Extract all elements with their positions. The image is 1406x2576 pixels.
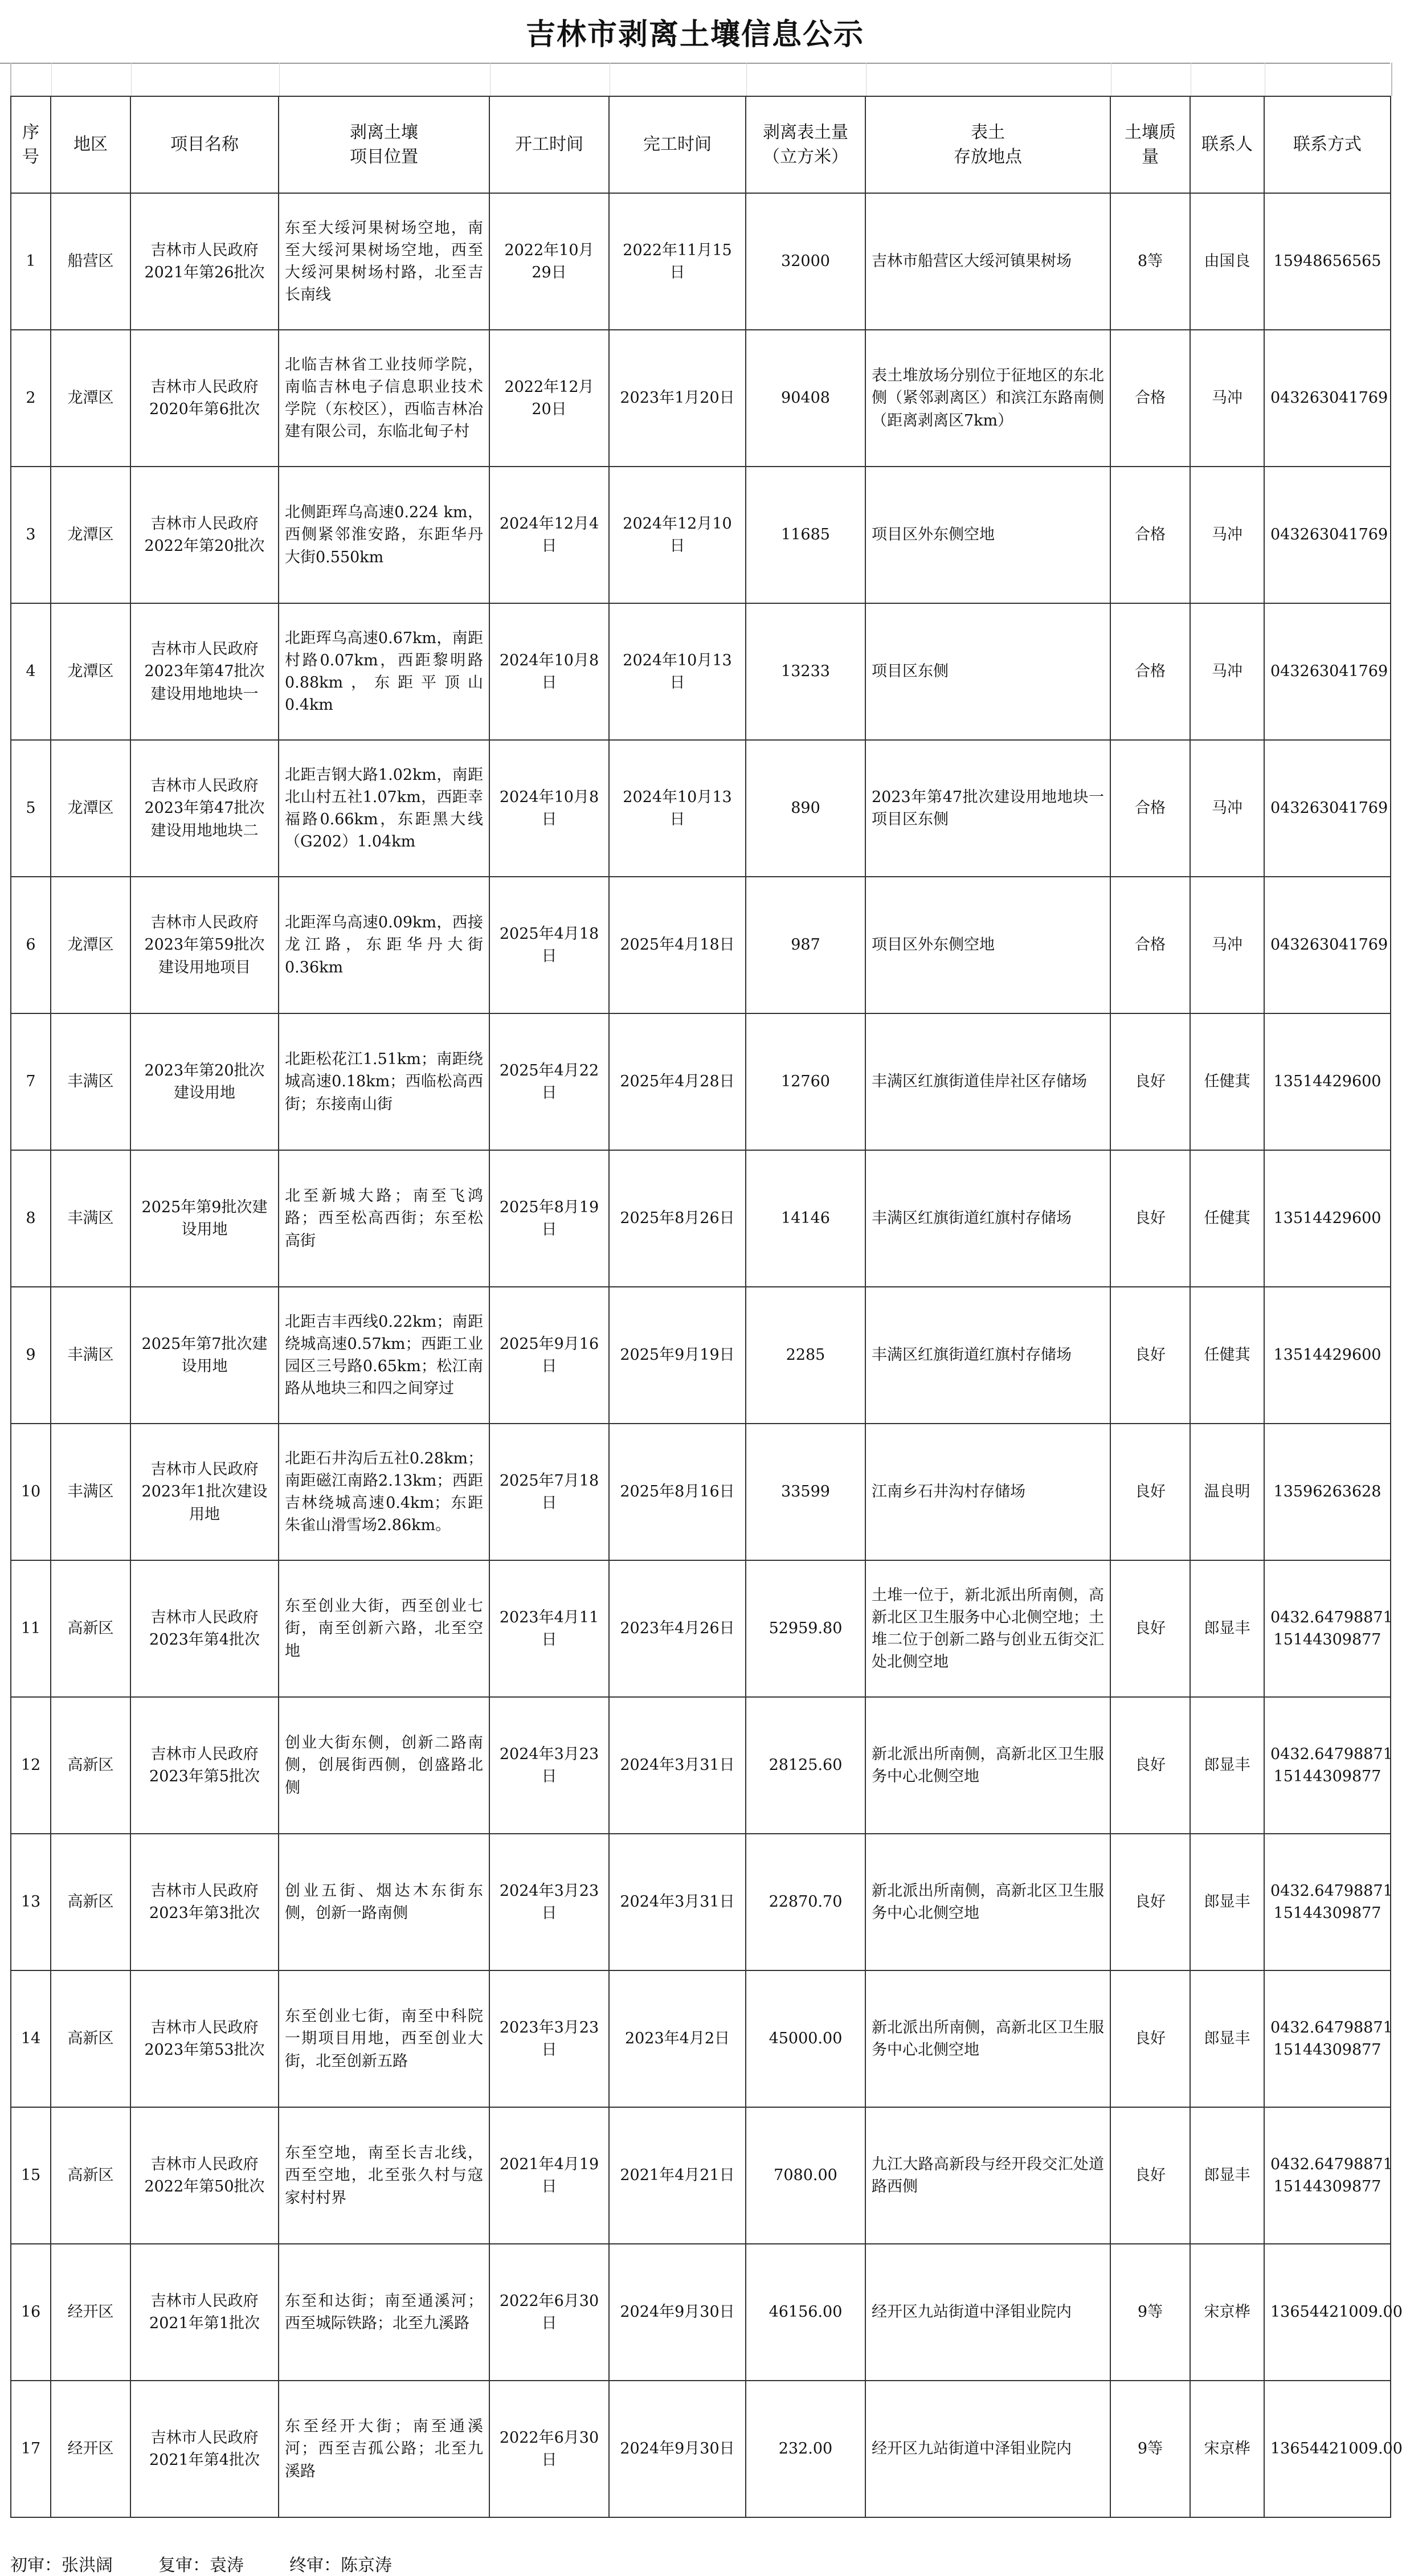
cell-storage: 经开区九站街道中泽钼业院内 bbox=[865, 2244, 1110, 2381]
cell-phone: 0432.64798871 15144309877 bbox=[1264, 2107, 1391, 2244]
cell-location: 北距吉钢大路1.02km，南距北山村五社1.07km，西距幸福路0.66km，东距黑大线（G202）1.04km bbox=[279, 740, 489, 877]
table-body bbox=[11, 193, 1403, 2517]
header-contact: 联系人 bbox=[1190, 96, 1264, 193]
cell-start: 2022年10月29日 bbox=[489, 193, 609, 330]
cell-region: 高新区 bbox=[51, 1970, 130, 2107]
cell-volume: 14146 bbox=[746, 1150, 865, 1287]
cell-start: 2022年12月20日 bbox=[489, 330, 609, 467]
cell-end: 2023年4月26日 bbox=[609, 1560, 746, 1697]
first-review bbox=[10, 2551, 113, 2576]
cell-volume: 33599 bbox=[746, 1424, 865, 1560]
header-location: 剥离土壤 项目位置 bbox=[279, 96, 489, 193]
cell-phone: 043263041769 bbox=[1264, 740, 1391, 877]
cell-quality: 良好 bbox=[1110, 1150, 1190, 1287]
cell-contact: 温良明 bbox=[1190, 1424, 1264, 1560]
cell-contact: 宋京桦 bbox=[1190, 2244, 1264, 2381]
cell-storage: 2023年第47批次建设用地地块一项目区东侧 bbox=[865, 740, 1110, 877]
cell-phone: 0432.64798871 15144309877 bbox=[1264, 1560, 1391, 1697]
cell-phone: 043263041769 bbox=[1264, 330, 1391, 467]
cell-end: 2021年4月21日 bbox=[609, 2107, 746, 2244]
cell-end: 2025年4月28日 bbox=[609, 1013, 746, 1150]
cell-end: 2024年10月13日 bbox=[609, 740, 746, 877]
cell-storage: 表土堆放场分别位于征地区的东北侧（紧邻剥离区）和滨江东路南侧（距离剥离区7km） bbox=[865, 330, 1110, 467]
cell-storage: 项目区外东侧空地 bbox=[865, 877, 1110, 1013]
cell-volume: 12760 bbox=[746, 1013, 865, 1150]
cell-phone: 043263041769 bbox=[1264, 467, 1391, 603]
table-row bbox=[11, 1697, 1391, 1834]
cell-region: 丰满区 bbox=[51, 1424, 130, 1560]
cell-end: 2025年8月26日 bbox=[609, 1150, 746, 1287]
cell-project: 吉林市人民政府2023年第5批次 bbox=[130, 1697, 279, 1834]
cell-contact: 由国良 bbox=[1190, 193, 1264, 330]
table-row bbox=[11, 1013, 1391, 1150]
cell-storage: 新北派出所南侧，高新北区卫生服务中心北侧空地 bbox=[865, 1970, 1110, 2107]
cell-location: 北至新城大路；南至飞鸿路；西至松高西街；东至松高街 bbox=[279, 1150, 489, 1287]
cell-contact: 马冲 bbox=[1190, 603, 1264, 740]
cell-storage: 吉林市船营区大绥河镇果树场 bbox=[865, 193, 1110, 330]
soil-info-table bbox=[10, 96, 1403, 2518]
cell-location: 北距石井沟后五社0.28km；南距磁江南路2.13km；西距吉林绕城高速0.4km；东距朱雀山滑雪场2.86km。 bbox=[279, 1424, 489, 1560]
cell-no: 8 bbox=[11, 1150, 51, 1287]
cell-location: 东至经开大街；南至通溪河；西至吉孤公路；北至九溪路 bbox=[279, 2381, 489, 2517]
cell-region: 丰满区 bbox=[51, 1150, 130, 1287]
cell-end: 2024年10月13日 bbox=[609, 603, 746, 740]
cell-quality: 良好 bbox=[1110, 1013, 1190, 1150]
header-end: 完工时间 bbox=[609, 96, 746, 193]
cell-end: 2024年12月10日 bbox=[609, 467, 746, 603]
cell-no: 6 bbox=[11, 877, 51, 1013]
cell-storage: 项目区外东侧空地 bbox=[865, 467, 1110, 603]
cell-contact: 郎显丰 bbox=[1190, 2107, 1264, 2244]
cell-location: 东至创业七街，南至中科院一期项目用地，西至创业大街，北至创新五路 bbox=[279, 1970, 489, 2107]
review-footer bbox=[10, 2551, 392, 2576]
cell-no: 5 bbox=[11, 740, 51, 877]
cell-volume: 22870.70 bbox=[746, 1834, 865, 1970]
cell-storage: 经开区九站街道中泽钼业院内 bbox=[865, 2381, 1110, 2517]
cell-volume: 2285 bbox=[746, 1287, 865, 1424]
cell-region: 丰满区 bbox=[51, 1013, 130, 1150]
cell-start: 2025年8月19日 bbox=[489, 1150, 609, 1287]
cell-location: 创业五街、烟达木东街东侧，创新一路南侧 bbox=[279, 1834, 489, 1970]
cell-start: 2024年3月23日 bbox=[489, 1834, 609, 1970]
table-row bbox=[11, 193, 1391, 330]
final-reviewer-name: 陈京涛 bbox=[341, 2555, 392, 2575]
cell-phone: 13514429600 bbox=[1264, 1287, 1391, 1424]
cell-start: 2025年7月18日 bbox=[489, 1424, 609, 1560]
cell-region: 龙潭区 bbox=[51, 330, 130, 467]
cell-project: 2025年第9批次建设用地 bbox=[130, 1150, 279, 1287]
table-row bbox=[11, 1424, 1391, 1560]
cell-project: 吉林市人民政府2022年第50批次 bbox=[130, 2107, 279, 2244]
cell-start: 2024年3月23日 bbox=[489, 1697, 609, 1834]
cell-volume: 7080.00 bbox=[746, 2107, 865, 2244]
final-review bbox=[289, 2551, 392, 2576]
cell-quality: 良好 bbox=[1110, 1834, 1190, 1970]
cell-quality: 合格 bbox=[1110, 330, 1190, 467]
cell-contact: 宋京桦 bbox=[1190, 2381, 1264, 2517]
cell-end: 2024年3月31日 bbox=[609, 1834, 746, 1970]
first-reviewer-name: 张洪阔 bbox=[62, 2555, 113, 2575]
cell-quality: 合格 bbox=[1110, 467, 1190, 603]
cell-no: 16 bbox=[11, 2244, 51, 2381]
cell-phone: 0432.64798871 15144309877 bbox=[1264, 1697, 1391, 1834]
cell-no: 17 bbox=[11, 2381, 51, 2517]
cell-start: 2023年3月23日 bbox=[489, 1970, 609, 2107]
cell-no: 12 bbox=[11, 1697, 51, 1834]
table-row bbox=[11, 2107, 1391, 2244]
cell-quality: 良好 bbox=[1110, 1970, 1190, 2107]
header-start: 开工时间 bbox=[489, 96, 609, 193]
cell-phone: 043263041769 bbox=[1264, 603, 1391, 740]
cell-storage: 九江大路高新段与经开段交汇处道路西侧 bbox=[865, 2107, 1110, 2244]
table-row bbox=[11, 1150, 1391, 1287]
cell-quality: 合格 bbox=[1110, 877, 1190, 1013]
cell-volume: 232.00 bbox=[746, 2381, 865, 2517]
table-row bbox=[11, 877, 1391, 1013]
table-row bbox=[11, 740, 1391, 877]
cell-project: 吉林市人民政府2021年第26批次 bbox=[130, 193, 279, 330]
cell-volume: 11685 bbox=[746, 467, 865, 603]
cell-phone: 13596263628 bbox=[1264, 1424, 1391, 1560]
cell-phone: 13654421009.00 bbox=[1264, 2244, 1391, 2381]
cell-no: 15 bbox=[11, 2107, 51, 2244]
cell-start: 2021年4月19日 bbox=[489, 2107, 609, 2244]
cell-project: 吉林市人民政府2023年第4批次 bbox=[130, 1560, 279, 1697]
cell-location: 北临吉林省工业技师学院，南临吉林电子信息职业技术学院（东校区），西临吉林冶建有限公司，东临北甸子村 bbox=[279, 330, 489, 467]
cell-project: 吉林市人民政府2023年第3批次 bbox=[130, 1834, 279, 1970]
table-row bbox=[11, 467, 1391, 603]
cell-region: 龙潭区 bbox=[51, 740, 130, 877]
cell-storage: 新北派出所南侧，高新北区卫生服务中心北侧空地 bbox=[865, 1834, 1110, 1970]
cell-storage: 丰满区红旗街道红旗村存储场 bbox=[865, 1287, 1110, 1424]
blank-spreadsheet-row bbox=[10, 63, 1392, 96]
cell-contact: 马冲 bbox=[1190, 330, 1264, 467]
header-quality: 土壤质量 bbox=[1110, 96, 1190, 193]
cell-volume: 90408 bbox=[746, 330, 865, 467]
cell-contact: 郎显丰 bbox=[1190, 1560, 1264, 1697]
cell-storage: 丰满区红旗街道红旗村存储场 bbox=[865, 1150, 1110, 1287]
cell-start: 2025年4月18日 bbox=[489, 877, 609, 1013]
cell-location: 东至空地，南至长吉北线，西至空地，北至张久村与寇家村村界 bbox=[279, 2107, 489, 2244]
cell-volume: 52959.80 bbox=[746, 1560, 865, 1697]
cell-end: 2022年11月15日 bbox=[609, 193, 746, 330]
cell-end: 2023年4月2日 bbox=[609, 1970, 746, 2107]
cell-volume: 13233 bbox=[746, 603, 865, 740]
cell-contact: 郎显丰 bbox=[1190, 1834, 1264, 1970]
cell-start: 2025年4月22日 bbox=[489, 1013, 609, 1150]
cell-quality: 8等 bbox=[1110, 193, 1190, 330]
cell-quality: 良好 bbox=[1110, 1287, 1190, 1424]
cell-project: 2023年第20批次建设用地 bbox=[130, 1013, 279, 1150]
cell-start: 2024年12月4日 bbox=[489, 467, 609, 603]
cell-project: 吉林市人民政府2020年第6批次 bbox=[130, 330, 279, 467]
cell-phone: 15948656565 bbox=[1264, 193, 1391, 330]
table-row bbox=[11, 1287, 1391, 1424]
cell-location: 北距吉丰西线0.22km；南距绕城高速0.57km；西距工业园区三号路0.65km；松江南路从地块三和四之间穿过 bbox=[279, 1287, 489, 1424]
header-no: 序号 bbox=[11, 96, 51, 193]
table-row bbox=[11, 330, 1391, 467]
cell-quality: 9等 bbox=[1110, 2244, 1190, 2381]
cell-storage: 新北派出所南侧，高新北区卫生服务中心北侧空地 bbox=[865, 1697, 1110, 1834]
cell-end: 2023年1月20日 bbox=[609, 330, 746, 467]
cell-contact: 郎显丰 bbox=[1190, 1697, 1264, 1834]
cell-start: 2022年6月30日 bbox=[489, 2244, 609, 2381]
cell-project: 吉林市人民政府2023年1批次建设用地 bbox=[130, 1424, 279, 1560]
table-row bbox=[11, 603, 1391, 740]
cell-end: 2024年9月30日 bbox=[609, 2244, 746, 2381]
cell-no: 10 bbox=[11, 1424, 51, 1560]
second-review bbox=[158, 2551, 244, 2576]
cell-contact: 郎显丰 bbox=[1190, 1970, 1264, 2107]
cell-project: 吉林市人民政府2022年第20批次 bbox=[130, 467, 279, 603]
cell-phone: 13514429600 bbox=[1264, 1013, 1391, 1150]
cell-project: 吉林市人民政府2021年第4批次 bbox=[130, 2381, 279, 2517]
cell-phone: 043263041769 bbox=[1264, 877, 1391, 1013]
cell-no: 7 bbox=[11, 1013, 51, 1150]
table-row bbox=[11, 1560, 1391, 1697]
cell-quality: 9等 bbox=[1110, 2381, 1190, 2517]
second-reviewer-name: 袁涛 bbox=[210, 2555, 244, 2575]
cell-location: 东至大绥河果树场空地，南至大绥河果树场空地，西至大绥河果树场村路，北至吉长南线 bbox=[279, 193, 489, 330]
cell-quality: 良好 bbox=[1110, 2107, 1190, 2244]
cell-quality: 良好 bbox=[1110, 1697, 1190, 1834]
cell-region: 船营区 bbox=[51, 193, 130, 330]
table-header-row bbox=[11, 96, 1391, 193]
cell-no: 2 bbox=[11, 330, 51, 467]
cell-start: 2022年6月30日 bbox=[489, 2381, 609, 2517]
cell-end: 2025年9月19日 bbox=[609, 1287, 746, 1424]
cell-quality: 合格 bbox=[1110, 603, 1190, 740]
cell-project: 吉林市人民政府2023年第59批次建设用地项目 bbox=[130, 877, 279, 1013]
cell-region: 高新区 bbox=[51, 1834, 130, 1970]
cell-end: 2025年8月16日 bbox=[609, 1424, 746, 1560]
cell-phone: 13654421009.00 bbox=[1264, 2381, 1391, 2517]
cell-volume: 32000 bbox=[746, 193, 865, 330]
cell-location: 北距珲乌高速0.67km，南距村路0.07km，西距黎明路0.88km，东距平顶山0.4km bbox=[279, 603, 489, 740]
cell-no: 14 bbox=[11, 1970, 51, 2107]
cell-region: 经开区 bbox=[51, 2244, 130, 2381]
cell-contact: 任健萁 bbox=[1190, 1150, 1264, 1287]
cell-storage: 土堆一位于，新北派出所南侧，高新北区卫生服务中心北侧空地；土堆二位于创新二路与创业五街交汇处北侧空地 bbox=[865, 1560, 1110, 1697]
cell-phone: 13514429600 bbox=[1264, 1150, 1391, 1287]
cell-quality: 良好 bbox=[1110, 1560, 1190, 1697]
cell-region: 高新区 bbox=[51, 2107, 130, 2244]
cell-region: 龙潭区 bbox=[51, 603, 130, 740]
header-project: 项目名称 bbox=[130, 96, 279, 193]
cell-volume: 28125.60 bbox=[746, 1697, 865, 1834]
cell-project: 吉林市人民政府2023年第47批次建设用地地块一 bbox=[130, 603, 279, 740]
cell-no: 13 bbox=[11, 1834, 51, 1970]
cell-region: 高新区 bbox=[51, 1560, 130, 1697]
header-region: 地区 bbox=[51, 96, 130, 193]
cell-no: 3 bbox=[11, 467, 51, 603]
cell-start: 2023年4月11日 bbox=[489, 1560, 609, 1697]
cell-end: 2024年3月31日 bbox=[609, 1697, 746, 1834]
cell-storage: 丰满区红旗街道佳岸社区存储场 bbox=[865, 1013, 1110, 1150]
cell-storage: 江南乡石井沟村存储场 bbox=[865, 1424, 1110, 1560]
cell-location: 北距浑乌高速0.09km，西接龙江路，东距华丹大街0.36km bbox=[279, 877, 489, 1013]
cell-phone: 0432.64798871 15144309877 bbox=[1264, 1834, 1391, 1970]
cell-project: 吉林市人民政府2023年第47批次建设用地地块二 bbox=[130, 740, 279, 877]
cell-location: 北侧距珲乌高速0.224 km，西侧紧邻淮安路，东距华丹大街0.550km bbox=[279, 467, 489, 603]
cell-region: 经开区 bbox=[51, 2381, 130, 2517]
cell-contact: 任健萁 bbox=[1190, 1013, 1264, 1150]
cell-no: 1 bbox=[11, 193, 51, 330]
cell-end: 2024年9月30日 bbox=[609, 2381, 746, 2517]
cell-region: 龙潭区 bbox=[51, 467, 130, 603]
cell-start: 2025年9月16日 bbox=[489, 1287, 609, 1424]
header-storage: 表土 存放地点 bbox=[865, 96, 1110, 193]
cell-start: 2024年10月8日 bbox=[489, 603, 609, 740]
second-review-label: 复审： bbox=[158, 2555, 210, 2575]
cell-volume: 890 bbox=[746, 740, 865, 877]
cell-quality: 合格 bbox=[1110, 740, 1190, 877]
cell-volume: 46156.00 bbox=[746, 2244, 865, 2381]
cell-no: 9 bbox=[11, 1287, 51, 1424]
table-row bbox=[11, 1834, 1391, 1970]
table-row bbox=[11, 2244, 1391, 2381]
table-row bbox=[11, 1970, 1391, 2107]
cell-location: 创业大街东侧，创新二路南侧，创展街西侧，创盛路北侧 bbox=[279, 1697, 489, 1834]
header-volume: 剥离表土量 （立方米） bbox=[746, 96, 865, 193]
cell-project: 吉林市人民政府2023年第53批次 bbox=[130, 1970, 279, 2107]
cell-project: 2025年第7批次建设用地 bbox=[130, 1287, 279, 1424]
first-review-label: 初审： bbox=[10, 2555, 62, 2575]
cell-project: 吉林市人民政府2021年第1批次 bbox=[130, 2244, 279, 2381]
cell-quality: 良好 bbox=[1110, 1424, 1190, 1560]
cell-phone: 0432.64798871 15144309877 bbox=[1264, 1970, 1391, 2107]
cell-location: 东至创业大街，西至创业七街，南至创新六路，北至空地 bbox=[279, 1560, 489, 1697]
cell-start: 2024年10月8日 bbox=[489, 740, 609, 877]
header-phone: 联系方式 bbox=[1264, 96, 1391, 193]
cell-contact: 马冲 bbox=[1190, 467, 1264, 603]
cell-end: 2025年4月18日 bbox=[609, 877, 746, 1013]
final-review-label: 终审： bbox=[289, 2555, 341, 2575]
page-title: 吉林市剥离土壤信息公示 bbox=[0, 0, 1390, 64]
cell-volume: 45000.00 bbox=[746, 1970, 865, 2107]
cell-contact: 马冲 bbox=[1190, 877, 1264, 1013]
table-row bbox=[11, 2381, 1391, 2517]
cell-location: 东至和达街；南至通溪河；西至城际铁路；北至九溪路 bbox=[279, 2244, 489, 2381]
cell-storage: 项目区东侧 bbox=[865, 603, 1110, 740]
cell-contact: 任健萁 bbox=[1190, 1287, 1264, 1424]
cell-no: 11 bbox=[11, 1560, 51, 1697]
cell-region: 丰满区 bbox=[51, 1287, 130, 1424]
cell-region: 高新区 bbox=[51, 1697, 130, 1834]
cell-contact: 马冲 bbox=[1190, 740, 1264, 877]
cell-no: 4 bbox=[11, 603, 51, 740]
cell-location: 北距松花江1.51km；南距绕城高速0.18km；西临松高西街；东接南山街 bbox=[279, 1013, 489, 1150]
cell-volume: 987 bbox=[746, 877, 865, 1013]
cell-region: 龙潭区 bbox=[51, 877, 130, 1013]
